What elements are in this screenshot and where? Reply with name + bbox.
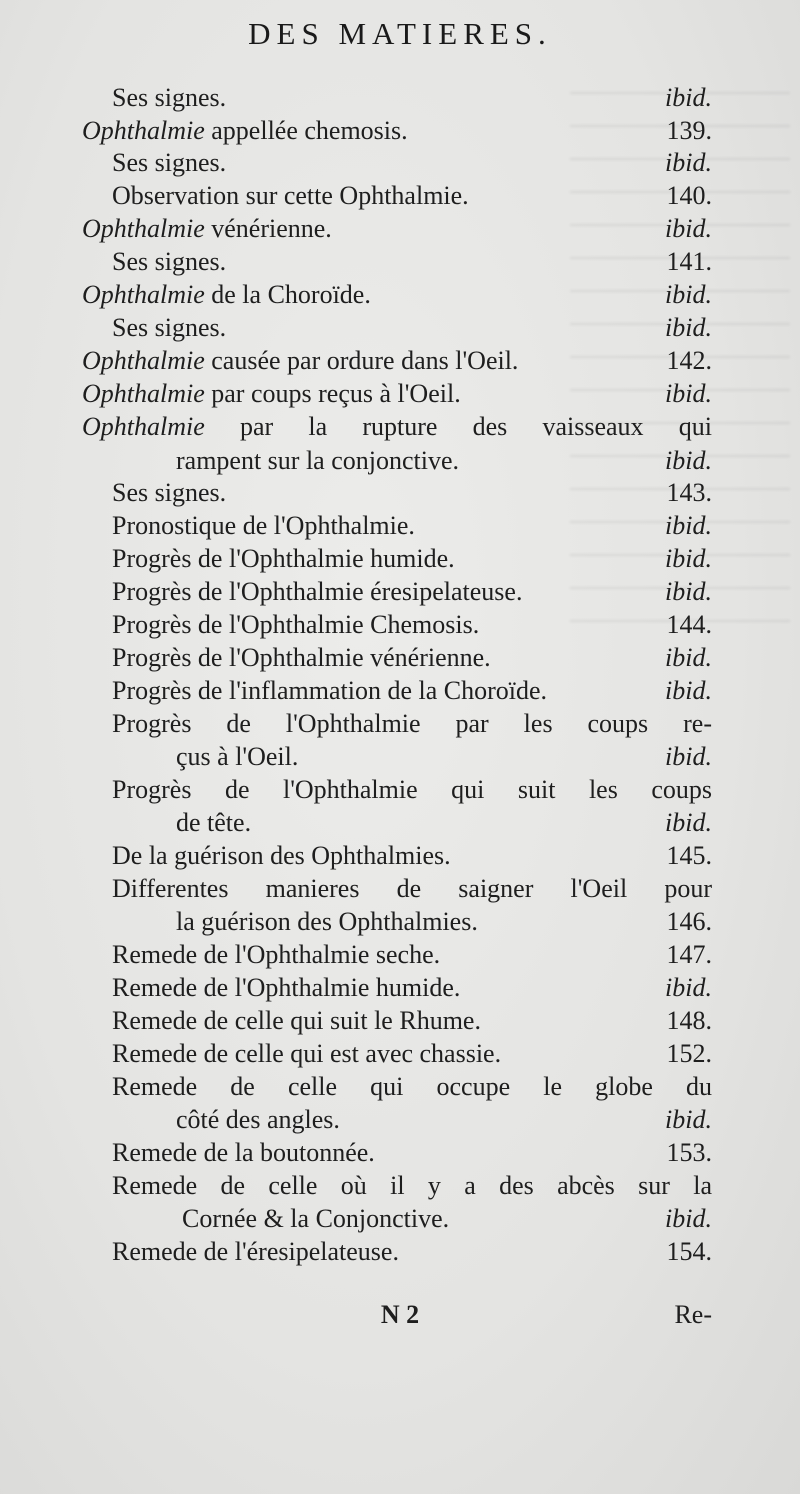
page-reference: 143. [666, 478, 712, 507]
index-entry-continuation [176, 446, 459, 476]
entry-term-italic: Ophthalmie [82, 346, 205, 375]
index-entry [112, 1237, 399, 1267]
entry-text: Progrès de l'inflammation de la Choroïde. [112, 676, 548, 705]
entry-text: Progrès de l'Ophthalmie humide. [112, 544, 455, 573]
page-reference: 140. [666, 181, 712, 210]
entry-text: causée par ordure dans l'Oeil. [204, 346, 519, 375]
page-reference: ibid. [665, 544, 712, 573]
index-entry [112, 940, 440, 970]
index-entry [112, 313, 226, 343]
index-entry [112, 973, 460, 1003]
index-entry [112, 577, 522, 607]
entry-text: Observation sur cette Ophthalmie. [112, 181, 469, 210]
index-entry [82, 412, 712, 442]
index-entry [112, 511, 415, 541]
index-entry [112, 709, 712, 739]
page-reference: 141. [666, 247, 712, 276]
index-entry-continuation [176, 808, 251, 838]
page-reference: 147. [666, 940, 712, 969]
entry-text: Differentes manieres de saigner l'Oeil pour [112, 874, 712, 903]
index-entry [112, 775, 712, 805]
entry-text: Cornée & la Conjonctive. [182, 1204, 450, 1233]
entry-text: côté des angles. [176, 1105, 340, 1134]
entry-text: Progrès de l'Ophthalmie Chemosis. [112, 610, 480, 639]
page-reference: ibid. [665, 1105, 712, 1134]
entry-text: Remede de celle qui est avec chassie. [112, 1039, 502, 1068]
entry-text: Progrès de l'Ophthalmie vénérienne. [112, 643, 491, 672]
page-reference: ibid. [665, 676, 712, 705]
page-reference: ibid. [665, 379, 712, 408]
entry-text: Remede de celle où il y a des abcès sur la [112, 1171, 712, 1200]
index-entry-continuation [176, 742, 298, 772]
entry-text: Remede de la boutonnée. [112, 1138, 375, 1167]
index-entry [112, 874, 712, 904]
index-entry [82, 280, 371, 310]
index-entry [112, 148, 226, 178]
index-entry [82, 346, 518, 376]
page-reference: ibid. [665, 148, 712, 177]
index-entry [82, 214, 332, 244]
page-reference: ibid. [665, 313, 712, 342]
page-reference: ibid. [665, 446, 712, 475]
page-reference: ibid. [665, 511, 712, 540]
index-entry [112, 643, 491, 673]
entry-text: par coups reçus à l'Oeil. [204, 379, 461, 408]
index-entry [82, 116, 408, 146]
entry-text: Progrès de l'Ophthalmie qui suit les coups [112, 775, 712, 804]
index-entry [112, 544, 455, 574]
entry-term-italic: Ophthalmie [82, 214, 205, 243]
entry-text: Ses signes. [112, 247, 227, 276]
index-entry-continuation [176, 907, 478, 937]
entry-text: Remede de l'Ophthalmie seche. [112, 940, 441, 969]
index-entry [112, 247, 226, 277]
entry-text: Ses signes. [112, 148, 227, 177]
entry-text: De la guérison des Ophthalmies. [112, 841, 451, 870]
page-reference: ibid. [665, 973, 712, 1002]
index-entry [112, 1171, 712, 1201]
page-header: DES MATIERES. [248, 16, 552, 51]
page-reference: 139. [666, 116, 712, 145]
entry-term-italic: Ophthalmie [82, 379, 205, 408]
entry-text: de tête. [176, 808, 252, 837]
signature-mark: N 2 [380, 1300, 420, 1329]
index-entry [112, 841, 451, 871]
page-reference: 142. [666, 346, 712, 375]
page-reference: ibid. [665, 214, 712, 243]
entry-text: Remede de celle qui suit le Rhume. [112, 1006, 481, 1035]
entry-text: Remede de l'éresipelateuse. [112, 1237, 399, 1266]
page-reference: 153. [666, 1138, 712, 1167]
index-entry [112, 478, 226, 508]
page-reference: 148. [666, 1006, 712, 1035]
index-entry [112, 1006, 481, 1036]
entry-term-italic: Ophthalmie [82, 116, 205, 145]
entry-text: de la Choroïde. [204, 280, 371, 309]
entry-term-italic: Ophthalmie [82, 412, 205, 441]
entry-text: Progrès de l'Ophthalmie par les coups re- [112, 709, 712, 738]
entry-text: rampent sur la conjonctive. [176, 446, 460, 475]
page-reference: ibid. [665, 1204, 712, 1233]
page-reference: ibid. [665, 280, 712, 309]
page-reference: 144. [666, 610, 712, 639]
entry-text: Remede de l'Ophthalmie humide. [112, 973, 461, 1002]
index-entry [112, 676, 547, 706]
entry-term-italic: Ophthalmie [82, 280, 205, 309]
page-reference: ibid. [665, 808, 712, 837]
index-entry [112, 1138, 375, 1168]
page-reference: ibid. [665, 643, 712, 672]
index-entry-continuation [176, 1105, 340, 1135]
entry-text: Ses signes. [112, 313, 227, 342]
entry-text: Ses signes. [112, 83, 227, 112]
page-reference: ibid. [665, 577, 712, 606]
page-reference: ibid. [665, 83, 712, 112]
index-entry [112, 83, 226, 113]
index-entry [112, 1039, 501, 1069]
entry-text: appellée chemosis. [204, 116, 408, 145]
page-reference: 145. [666, 841, 712, 870]
entry-text: Pronostique de l'Ophthalmie. [112, 511, 415, 540]
index-entry [112, 610, 479, 640]
entry-text: vénérienne. [204, 214, 332, 243]
entry-text: par la rupture des vaisseaux qui [204, 412, 712, 441]
page-reference: 146. [666, 907, 712, 936]
page-reference: ibid. [665, 742, 712, 771]
entry-text: Remede de celle qui occupe le globe du [112, 1072, 712, 1101]
entry-text: çus à l'Oeil. [176, 742, 299, 771]
index-entry-continuation [182, 1204, 449, 1234]
index-entry [82, 379, 461, 409]
entry-text: Progrès de l'Ophthalmie éresipelateuse. [112, 577, 523, 606]
page-reference: 152. [666, 1039, 712, 1068]
entry-text: Ses signes. [112, 478, 227, 507]
page-reference: 154. [666, 1237, 712, 1266]
index-entry [112, 1072, 712, 1102]
entry-text: la guérison des Ophthalmies. [176, 907, 478, 936]
catchword: Re- [674, 1300, 712, 1329]
index-entry [112, 181, 469, 211]
